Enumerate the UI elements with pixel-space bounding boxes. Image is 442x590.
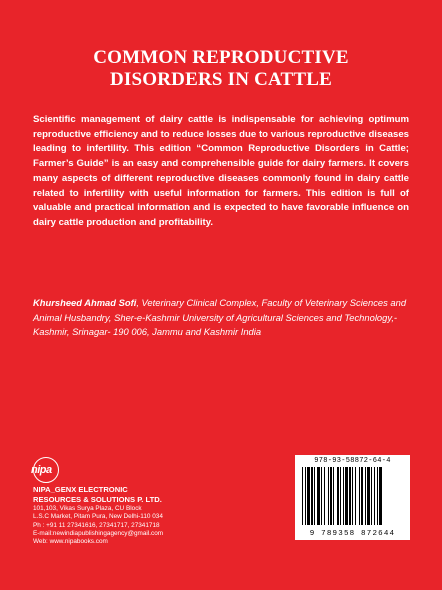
publisher-name-line-2: RESOURCES & SOLUTIONS P. LTD. <box>33 494 162 504</box>
publisher-address-line-1: 101,103, Vikas Surya Plaza, CU Block <box>33 505 142 512</box>
barcode-digits: 9 789358 872644 <box>309 530 396 538</box>
barcode-bar <box>330 467 332 525</box>
publisher-email: E-mail:newindiapublishingagency@gmail.com <box>33 529 164 537</box>
title-line-1: COMMON REPRODUCTIVE <box>93 47 349 68</box>
barcode-bar <box>307 467 310 525</box>
barcode-bar <box>349 467 351 525</box>
book-title <box>0 47 442 91</box>
barcode-bar <box>361 467 363 525</box>
barcode-bar <box>371 467 372 525</box>
barcode-bar <box>314 467 315 525</box>
barcode-bar <box>352 467 353 525</box>
logo-text: nipa <box>31 464 52 476</box>
author-credit <box>33 296 410 340</box>
publisher-name <box>33 485 243 504</box>
publisher-address-line-2: L.S.C Market, Pitam Pura, New Delhi-110 034 <box>33 513 163 521</box>
publisher-logo <box>33 457 59 483</box>
barcode-bar <box>333 467 334 525</box>
barcode-bars <box>301 467 404 525</box>
barcode-bar <box>340 467 341 525</box>
author-name: Khursheed Ahmad Sofi <box>33 297 137 308</box>
barcode-bar <box>374 467 375 525</box>
barcode-bar <box>343 467 344 525</box>
barcode-bar <box>377 467 378 525</box>
publisher-web: Web: www.nipabooks.com <box>33 538 108 546</box>
barcode-bar <box>379 467 382 525</box>
barcode-bar <box>305 467 306 525</box>
isbn-barcode <box>295 455 410 540</box>
barcode-bar <box>367 467 370 525</box>
barcode-bar <box>302 467 303 525</box>
barcode-bar <box>359 467 360 525</box>
barcode-bar <box>337 467 339 525</box>
barcode-bar <box>317 467 320 525</box>
barcode-bar <box>321 467 322 525</box>
publisher-contact <box>33 505 243 546</box>
barcode-bar <box>345 467 348 525</box>
publisher-phone: Ph : +91 11 27341616, 27341717, 27341718 <box>33 521 160 529</box>
isbn-number: 978-93-58872-64-4 <box>314 457 391 465</box>
barcode-bar <box>311 467 313 525</box>
barcode-bar <box>328 467 329 525</box>
barcode-bar <box>355 467 356 525</box>
publisher-block <box>33 457 243 546</box>
book-description: Scientific management of dairy cattle is indispensable for achieving optimum reproductive efficiency and to reduce losses due to various reproductive diseases leading to infertility. This edition “Common Reproductive Disorders in Cattle; Farmer’s Guide” is an easy and comprehensible guide for dairy farmers. It covers many aspects of different reproductive diseases commonly found in dairy cattle related to infertility with useful information for farmers. This edition is full of valuable and practical information and is expected to have favorable influence on dairy cattle production and profitability. <box>33 114 409 228</box>
publisher-name-line-1: NIPA_GENX ELECTRONIC <box>33 485 128 494</box>
barcode-bar <box>324 467 325 525</box>
title-line-2: DISORDERS IN CATTLE <box>109 69 332 90</box>
barcode-bar <box>365 467 366 525</box>
author-affiliation: , Veterinary Clinical Complex, Faculty of Veterinary Sciences and Animal Husbandry, Sher-e-Kashmir University of Agricultural Sciences and Technology,-Kashmir, Srinagar- 190 006, Jammu and Kashmir India <box>33 297 407 338</box>
